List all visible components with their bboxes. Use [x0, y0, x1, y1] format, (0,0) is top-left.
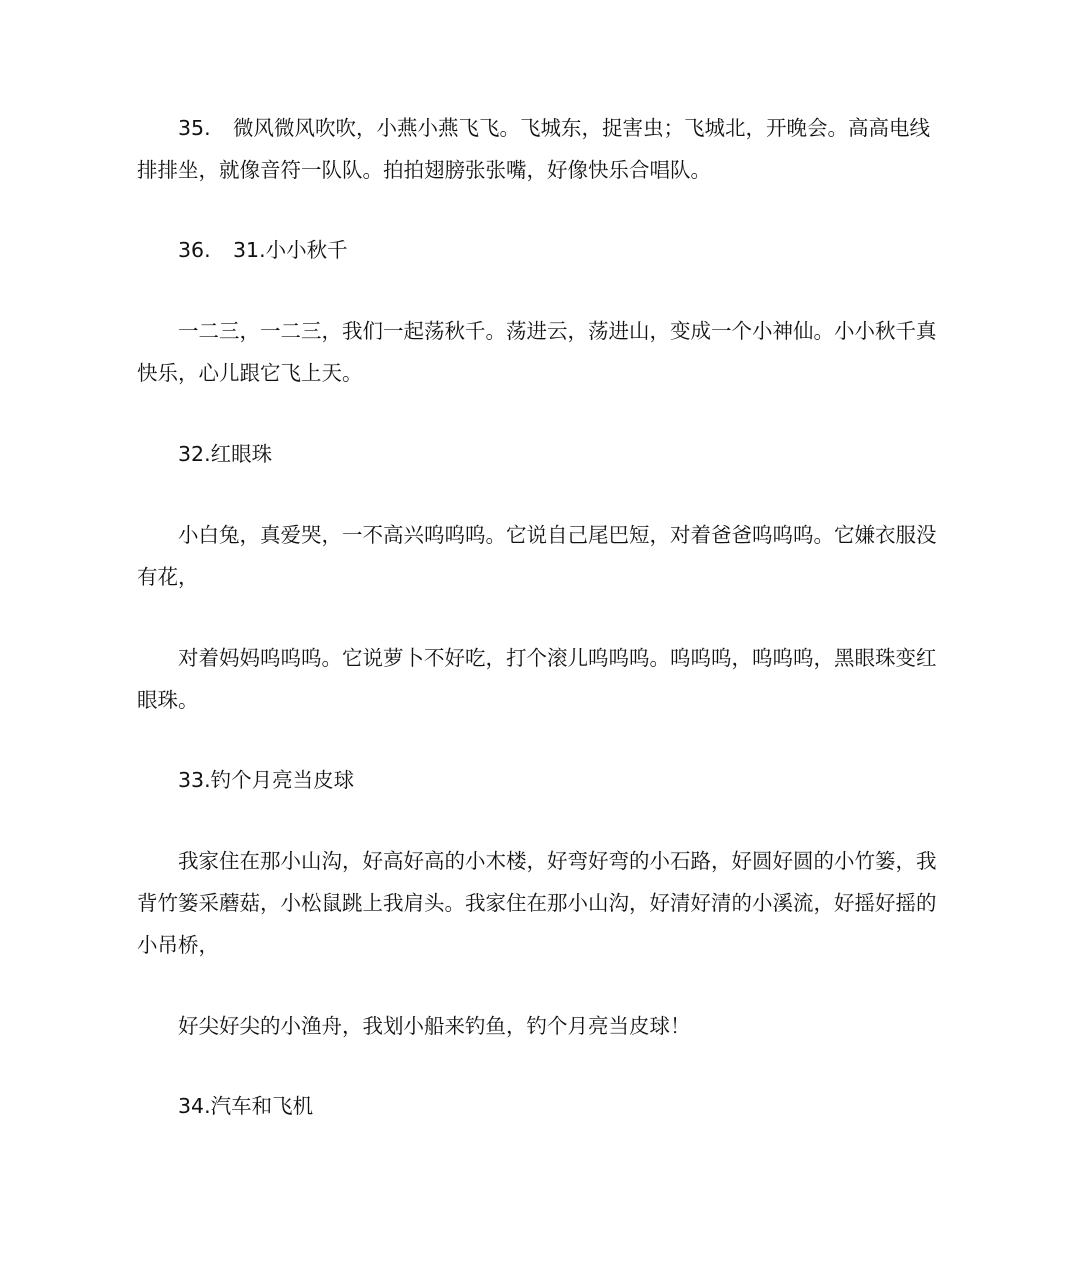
paragraph-yuzhou [137, 1005, 947, 1047]
heading-text: 34.汽车和飞机 [178, 1094, 314, 1118]
paragraph-text: 我家住在那小山沟，好高好高的小木楼，好弯好弯的小石路，好圆好圆的小竹篓，我背竹篓采蘑菇，小松鼠跳上我肩头。我家住在那小山沟，好清好清的小溪流，好摇好摇的小吊桥， [137, 849, 937, 957]
paragraph-mama [137, 637, 947, 721]
paragraph-text: 好尖好尖的小渔舟，我划小船来钓鱼，钓个月亮当皮球！ [178, 1014, 691, 1038]
paragraph-qiuqian-body [137, 310, 947, 394]
paragraph-xiaobaitu [137, 514, 947, 598]
heading-xiaoxiao-qiuqian: 31.小小秋千 [233, 238, 348, 262]
paragraph-wojia [137, 840, 947, 966]
paragraph-number: 35. [178, 116, 211, 140]
heading-diao-yueliang [137, 759, 947, 801]
paragraph-text: 一二三，一二三，我们一起荡秋千。荡进云，荡进山，变成一个小神仙。小小秋千真快乐，心儿跟它飞上天。 [137, 319, 937, 385]
heading-text: 33.钓个月亮当皮球 [178, 768, 355, 792]
paragraph-number: 36. [178, 238, 211, 262]
paragraph-text: 小白兔，真爱哭，一不高兴呜呜呜。它说自己尾巴短，对着爸爸呜呜呜。它嫌衣服没有花， [137, 523, 937, 589]
paragraph-36 [137, 229, 947, 271]
heading-text: 32.红眼珠 [178, 442, 273, 466]
heading-hong-yanzhu [137, 433, 947, 475]
paragraph-text: 对着妈妈呜呜呜。它说萝卜不好吃，打个滚儿呜呜呜。呜呜呜，呜呜呜，黑眼珠变红眼珠。 [137, 646, 937, 712]
paragraph-35 [137, 107, 947, 191]
paragraph-text: 微风微风吹吹，小燕小燕飞飞。飞城东，捉害虫；飞城北，开晚会。高高电线排排坐，就像音符一队队。拍拍翅膀张张嘴，好像快乐合唱队。 [137, 116, 930, 182]
heading-qiche-feiji [137, 1085, 947, 1127]
